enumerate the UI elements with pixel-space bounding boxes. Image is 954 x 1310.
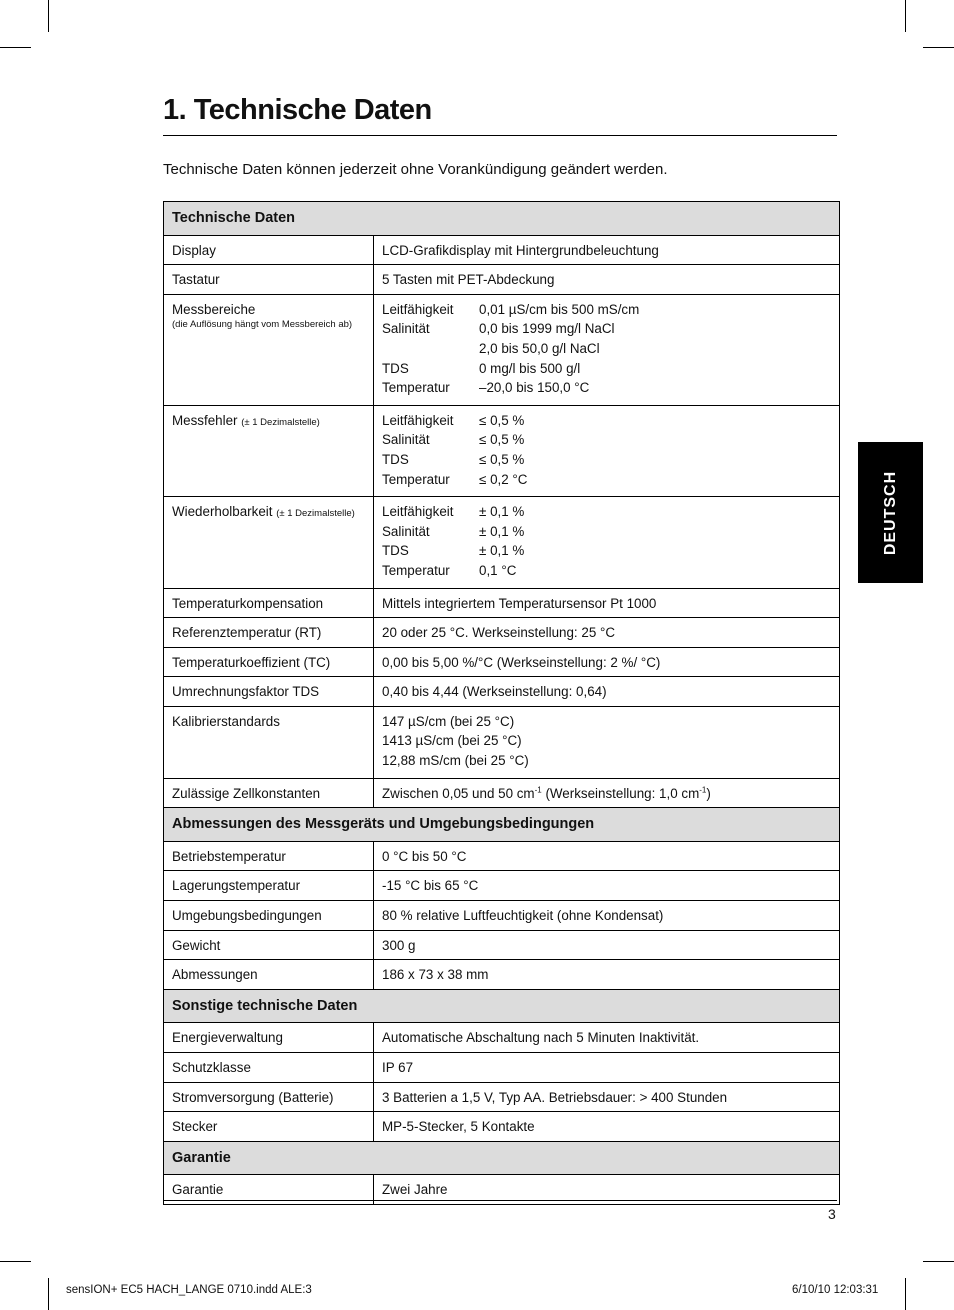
- row-value: Zwei Jahre: [374, 1175, 840, 1205]
- table-row: [164, 1023, 840, 1053]
- section-title: Garantie: [164, 1141, 840, 1175]
- intro-text: Technische Daten können jederzeit ohne Vorankündigung geändert werden.: [163, 161, 668, 178]
- row-label: Referenztemperatur (RT): [164, 618, 374, 648]
- table-row: [164, 706, 840, 778]
- row-label: Temperaturkompensation: [164, 588, 374, 618]
- row-label-note: (± 1 Dezimalstelle): [241, 416, 320, 428]
- row-label: Temperaturkoeffizient (TC): [164, 647, 374, 677]
- row-label-note: (die Auflösung hängt vom Messbereich ab): [172, 319, 353, 331]
- row-label-cell: [164, 294, 374, 405]
- param-name: Salinität: [382, 523, 430, 539]
- spec-table: [163, 201, 840, 1205]
- param-value: 12,88 mS/cm (bei 25 °C): [382, 753, 529, 769]
- row-value: 300 g: [374, 930, 840, 960]
- param-name: TDS: [382, 451, 409, 467]
- row-label: Tastatur: [164, 265, 374, 295]
- crop-mark: [923, 1261, 954, 1262]
- row-label: Abmessungen: [164, 960, 374, 990]
- row-label: Garantie: [164, 1175, 374, 1205]
- param-name: TDS: [382, 360, 409, 376]
- row-value: MP-5-Stecker, 5 Kontakte: [374, 1112, 840, 1142]
- table-row: [164, 497, 840, 588]
- table-row: [164, 1082, 840, 1112]
- row-label: Umrechnungsfaktor TDS: [164, 677, 374, 707]
- param-value: 0,01 µS/cm bis 500 mS/cm: [479, 301, 640, 317]
- param-name: Temperatur: [382, 471, 450, 487]
- row-value: Mittels integriertem Temperatursensor Pt 1000: [374, 588, 840, 618]
- param-value: ± 0,1 %: [479, 543, 525, 559]
- param-value: 0 mg/l bis 500 g/l: [479, 360, 581, 376]
- param-name: Temperatur: [382, 380, 450, 396]
- row-label-note: (± 1 Dezimalstelle): [276, 508, 355, 520]
- row-label-cell: [164, 405, 374, 496]
- param-name: Salinität: [382, 432, 430, 448]
- row-label: Schutzklasse: [164, 1053, 374, 1083]
- crop-mark: [48, 0, 49, 32]
- section-header-sonstige: [164, 989, 840, 1023]
- row-value: 20 oder 25 °C. Werkseinstellung: 25 °C: [374, 618, 840, 648]
- table-row: [164, 588, 840, 618]
- row-value-cell: [374, 778, 840, 808]
- row-label: Lagerungstemperatur: [164, 871, 374, 901]
- table-row: [164, 618, 840, 648]
- param-value: 147 µS/cm (bei 25 °C): [382, 713, 515, 729]
- table-row: [164, 1112, 840, 1142]
- param-value: 1413 µS/cm (bei 25 °C): [382, 733, 522, 749]
- param-value: ≤ 0,5 %: [479, 432, 525, 448]
- param-value: ≤ 0,2 °C: [479, 471, 528, 487]
- section-header-garantie: [164, 1141, 840, 1175]
- superscript: -1: [699, 785, 707, 795]
- row-value: Automatische Abschaltung nach 5 Minuten Inaktivität.: [374, 1023, 840, 1053]
- row-value: -15 °C bis 65 °C: [374, 871, 840, 901]
- section-title: Technische Daten: [164, 202, 840, 236]
- table-row: [164, 960, 840, 990]
- crop-mark: [923, 47, 954, 48]
- param-value: 0,1 °C: [479, 562, 517, 578]
- table-row: [164, 265, 840, 295]
- table-row: [164, 294, 840, 405]
- crop-mark: [0, 47, 31, 48]
- value-part: Zwischen 0,05 und 50 cm: [382, 785, 535, 801]
- param-name: Leitfähigkeit: [382, 412, 454, 428]
- footer-divider: [163, 1200, 837, 1201]
- param-name: Leitfähigkeit: [382, 504, 454, 520]
- table-row: [164, 871, 840, 901]
- row-label: Gewicht: [164, 930, 374, 960]
- param-name: Salinität: [382, 321, 430, 337]
- row-value: IP 67: [374, 1053, 840, 1083]
- page-title: 1. Technische Daten: [163, 94, 432, 126]
- row-label: Umgebungsbedingungen: [164, 901, 374, 931]
- row-label: Display: [164, 235, 374, 265]
- row-value: LCD-Grafikdisplay mit Hintergrundbeleuchtung: [374, 235, 840, 265]
- row-value: 80 % relative Luftfeuchtigkeit (ohne Kondensat): [374, 901, 840, 931]
- row-label: Zulässige Zellkonstanten: [164, 778, 374, 808]
- row-label: Stromversorgung (Batterie): [164, 1082, 374, 1112]
- row-value: 5 Tasten mit PET-Abdeckung: [374, 265, 840, 295]
- row-value: 186 x 73 x 38 mm: [374, 960, 840, 990]
- page-number: 3: [828, 1206, 836, 1222]
- table-row: [164, 677, 840, 707]
- param-value: ± 0,1 %: [479, 504, 525, 520]
- table-row: [164, 235, 840, 265]
- value-part: ): [706, 785, 711, 801]
- crop-mark: [0, 1261, 31, 1262]
- language-tab-label: DEUTSCH: [881, 470, 899, 555]
- table-row: [164, 841, 840, 871]
- param-name: Temperatur: [382, 562, 450, 578]
- param-value: ≤ 0,5 %: [479, 451, 525, 467]
- row-value-cell: [374, 497, 840, 588]
- table-row: [164, 778, 840, 808]
- table-row: [164, 930, 840, 960]
- row-value-cell: [374, 294, 840, 405]
- row-value-cell: [374, 405, 840, 496]
- row-value-cell: [374, 706, 840, 778]
- table-row: [164, 1053, 840, 1083]
- value-part: (Werkseinstellung: 1,0 cm: [541, 785, 700, 801]
- param-value: ≤ 0,5 %: [479, 412, 525, 428]
- param-name: Leitfähigkeit: [382, 301, 454, 317]
- row-label: Messfehler: [172, 412, 238, 428]
- row-label: Kalibrierstandards: [164, 706, 374, 778]
- row-value: 0,00 bis 5,00 %/°C (Werkseinstellung: 2 %/ °C): [374, 647, 840, 677]
- crop-mark: [48, 1278, 49, 1310]
- row-value: 0,40 bis 4,44 (Werkseinstellung: 0,64): [374, 677, 840, 707]
- print-file-info: sensION+ EC5 HACH_LANGE 0710.indd ALE:3: [66, 1284, 312, 1296]
- table-row: [164, 647, 840, 677]
- crop-mark: [905, 1278, 906, 1310]
- row-label-cell: [164, 497, 374, 588]
- row-label: Stecker: [164, 1112, 374, 1142]
- param-value: 2,0 bis 50,0 g/l NaCl: [479, 340, 600, 356]
- row-label: Energieverwaltung: [164, 1023, 374, 1053]
- section-title: Abmessungen des Messgeräts und Umgebungsbedingungen: [164, 808, 840, 842]
- section-title: Sonstige technische Daten: [164, 989, 840, 1023]
- crop-mark: [905, 0, 906, 32]
- title-divider: [163, 135, 837, 136]
- row-value: 3 Batterien a 1,5 V, Typ AA. Betriebsdauer: > 400 Stunden: [374, 1082, 840, 1112]
- row-value: 0 °C bis 50 °C: [374, 841, 840, 871]
- superscript: -1: [534, 785, 542, 795]
- row-label: Messbereiche: [172, 301, 256, 317]
- row-label: Betriebstemperatur: [164, 841, 374, 871]
- param-value: 0,0 bis 1999 mg/l NaCl: [479, 321, 615, 337]
- table-row: [164, 405, 840, 496]
- language-tab: [858, 442, 923, 583]
- row-label: Wiederholbarkeit: [172, 504, 273, 520]
- section-header-abmessungen: [164, 808, 840, 842]
- param-value: ± 0,1 %: [479, 523, 525, 539]
- table-row: [164, 901, 840, 931]
- section-header-technische-daten: [164, 202, 840, 236]
- print-date-time: 6/10/10 12:03:31: [792, 1284, 879, 1296]
- param-value: –20,0 bis 150,0 °C: [479, 380, 590, 396]
- param-name: TDS: [382, 543, 409, 559]
